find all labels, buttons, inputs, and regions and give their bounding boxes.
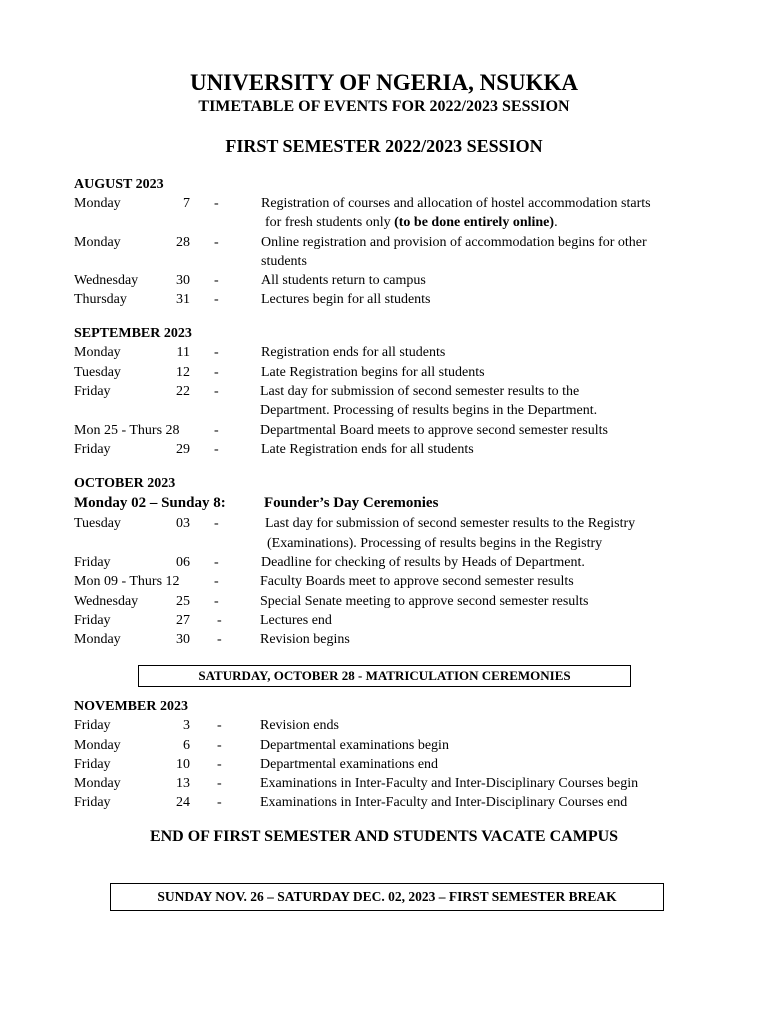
event-description: All students return to campus [261,273,426,288]
event-description: Late Registration begins for all students [261,365,485,380]
event-day: Friday [74,757,111,772]
event-dash: - [214,273,219,288]
university-title: UNIVERSITY OF NGERIA, NSUKKA [189,70,579,95]
event-day: Friday [74,555,111,570]
event-dash: - [214,594,219,609]
event-day: Monday [74,235,121,250]
founders-day-row [74,495,439,512]
event-description: Registration of courses and allocation of hostel accommodation starts [261,196,651,211]
event-description: Departmental Board meets to approve second semester results [260,423,608,438]
event-dash: - [214,423,219,438]
cont-end: . [554,215,558,230]
event-day: Monday [74,632,121,647]
event-day: Friday [74,718,111,733]
event-dash: - [217,776,222,791]
event-date: 7 [183,196,190,211]
matriculation-banner: SATURDAY, OCTOBER 28 - MATRICULATION CEREMONIES [138,665,631,687]
event-day: Monday [74,738,121,753]
event-description: Revision ends [260,718,339,733]
event-day: Friday [74,384,111,399]
event-dash: - [217,632,222,647]
event-description: Deadline for checking of results by Heads of Department. [261,555,585,570]
event-description: Last day for submission of second semester results to the Registry [265,516,636,531]
event-description: Last day for submission of second semester results to the [260,384,580,399]
event-dash: - [217,738,222,753]
event-date: 28 [176,235,190,250]
event-description: Examinations in Inter-Faculty and Inter-Disciplinary Courses end [260,795,628,810]
event-dash: - [217,718,222,733]
event-description: Special Senate meeting to approve second semester results [260,594,589,609]
event-dash: - [214,292,219,307]
event-date: 22 [176,384,190,399]
event-dash: - [214,196,219,211]
event-date: 6 [183,738,190,753]
event-day: Monday [74,196,121,211]
event-description: Revision begins [260,632,350,647]
event-description-continued: (Examinations). Processing of results begins in the Registry [267,536,603,551]
event-description: Late Registration ends for all students [261,442,474,457]
event-date: 31 [176,292,190,307]
event-description: Departmental examinations end [260,757,439,772]
founders-day-range: Monday 02 – Sunday 8: [74,495,226,511]
month-heading-august: AUGUST 2023 [74,177,164,192]
event-description: Departmental examinations begin [260,738,449,753]
event-description: Registration ends for all students [261,345,446,360]
event-day: Mon 25 - Thurs 28 [74,423,180,438]
event-date: 30 [176,632,190,647]
event-description: Lectures begin for all students [261,292,431,307]
event-day: Friday [74,442,111,457]
event-description: Lectures end [260,613,332,628]
event-dash: - [217,795,222,810]
event-date: 06 [176,555,190,570]
event-description: Faculty Boards meet to approve second semester results [260,574,574,589]
event-description: Examinations in Inter-Faculty and Inter-Disciplinary Courses begin [260,776,639,791]
cont-bold-text: (to be done entirely online) [394,215,555,230]
event-date: 03 [176,516,190,531]
semester-break-banner: SUNDAY NOV. 26 – SATURDAY DEC. 02, 2023 – FIRST SEMESTER BREAK [110,883,664,911]
event-description-continued [265,215,558,231]
event-day: Wednesday [74,594,139,609]
event-date: 27 [176,613,190,628]
event-day: Wednesday [74,273,139,288]
event-dash: - [214,574,219,589]
event-day: Friday [74,795,111,810]
event-day: Mon 09 - Thurs 12 [74,574,180,589]
event-dash: - [214,345,219,360]
founders-day-label: Founder’s Day Ceremonies [264,495,439,511]
event-dash: - [214,384,219,399]
event-day: Thursday [74,292,127,307]
event-date: 10 [176,757,190,772]
event-description-continued: Department. Processing of results begins in the Department. [260,403,598,418]
event-day: Tuesday [74,516,121,531]
event-day: Monday [74,776,121,791]
cont-text: for fresh students only [265,215,395,230]
event-date: 13 [176,776,190,791]
event-date: 12 [176,365,190,380]
event-day: Friday [74,613,111,628]
event-day: Tuesday [74,365,121,380]
event-dash: - [214,442,219,457]
event-date: 3 [183,718,190,733]
event-day: Monday [74,345,121,360]
event-dash: - [214,365,219,380]
event-date: 30 [176,273,190,288]
event-dash: - [214,555,219,570]
event-date: 11 [176,345,190,360]
month-heading-september: SEPTEMBER 2023 [74,326,192,341]
month-heading-october: OCTOBER 2023 [74,476,176,491]
month-heading-november: NOVEMBER 2023 [74,699,188,714]
end-of-semester-notice: END OF FIRST SEMESTER AND STUDENTS VACATE CAMPUS [149,828,619,845]
event-dash: - [214,235,219,250]
event-description-continued: students [261,254,307,269]
event-date: 25 [176,594,190,609]
semester-title: FIRST SEMESTER 2022/2023 SESSION [225,136,543,156]
event-dash: - [217,613,222,628]
event-description: Online registration and provision of accommodation begins for other [261,235,647,250]
event-date: 24 [176,795,190,810]
event-dash: - [214,516,219,531]
event-dash: - [217,757,222,772]
timetable-subtitle: TIMETABLE OF EVENTS FOR 2022/2023 SESSION [198,98,570,115]
event-date: 29 [176,442,190,457]
